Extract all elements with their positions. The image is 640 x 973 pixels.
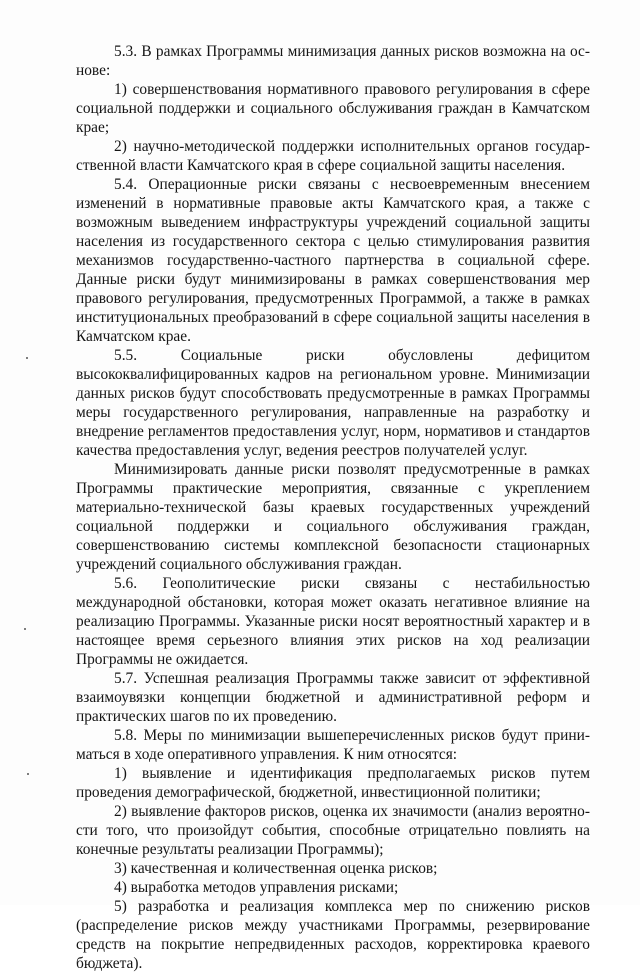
paragraph-minimize: Минимизировать данные риски позволят предусмотренные в рамках Программы практические мероприятия, связанные с укреплением материально-технической базы краевых государственных учреждений социальной поддержки и социального обслуживания граждан, совершенствованию системы комплексной безопасности стационарных учреждений социального обслуживания граждан. [76, 461, 590, 573]
measure-item-3: 3) качественная и количественная оценка рисков; [114, 860, 438, 877]
measure-item-2: 2) выявление факторов рисков, оценка их значимости (анализ вероятности того, что произойдут события, способные отрицательно повлиять на конечные результаты реализации Программы); [76, 803, 590, 858]
paragraph-5-4: 5.4. Операционные риски связаны с несвоевременным внесением изменений в нормативные правовые акты Камчатского края, а также с возможным выведением инфраструктуры учреждений социальной защиты населения из государственного сектора с целью стимулирования развития механизмов государственно-частного партнерства в социальной сфере. Данные риски будут минимизированы в рамках совершенствования мер правового регулирования, предусмотренных Программой, а также в рамках институциональных преобразований в сфере социальной защиты населения в Камчатском крае. [76, 176, 590, 345]
scan-speck [26, 357, 28, 359]
list-item-2: 2) научно-методической поддержки исполнительных органов государственной власти Камчатского края в сфере социальной защиты населения. [76, 138, 590, 174]
paragraph-5-5: 5.5. Социальные риски обусловлены дефицитом высококвалифицированных кадров на региональном уровне. Минимизации данных рисков будут способствовать предусмотренные в рамках Программы меры государственного регулирования, направленные на разработку и внедрение регламентов предоставления услуг, норм, нормативов и стандартов качества предоставления услуг, ведения реестров получателей услуг. [76, 347, 590, 459]
paragraph-5-6: 5.6. Геополитические риски связаны с нестабильностью международной обстановки, которая может оказать негативное влияние на реализацию Программы. Указанные риски носят вероятностный характер и в настоящее время серьезного влияния этих рисков на ход реализации Программы не ожидается. [76, 575, 590, 668]
scan-speck [27, 773, 29, 775]
paragraph-5-7: 5.7. Успешная реализация Программы также зависит от эффективной взаимоувязки концепции бюджетной и административной реформ и практических шагов по их проведению. [76, 670, 590, 725]
measure-item-1: 1) выявление и идентификация предполагаемых рисков путем проведения демографической, бюджетной, инвестиционной политики; [76, 765, 590, 801]
paragraph-5-3: 5.3. В рамках Программы минимизация данных рисков возможна на основе: [76, 43, 590, 79]
scan-speck [24, 628, 26, 630]
list-item-1: 1) совершенствования нормативного правового регулирования в сфере социальной поддержки и социального обслуживания граждан в Камчатском крае; [76, 81, 590, 136]
paragraph-5-8: 5.8. Меры по минимизации вышеперечисленных рисков будут приниматься в ходе оперативного управления. К ним относятся: [76, 727, 590, 763]
document-body [76, 42, 590, 973]
measure-item-4: 4) выработка методов управления рисками; [114, 879, 399, 896]
measure-item-5: 5) разработка и реализация комплекса мер по снижению рисков (распределение рисков между участниками Программы, резервирование средств на покрытие непредвиденных расходов, корректировка краевого бюджета). [76, 898, 590, 972]
